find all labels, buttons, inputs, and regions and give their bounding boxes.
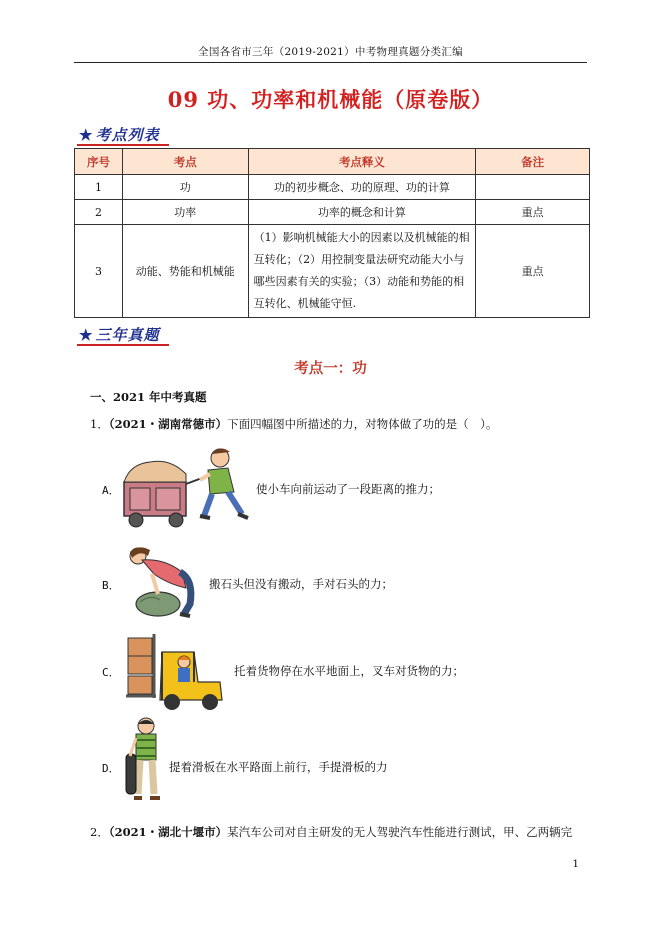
table-row: [75, 175, 590, 200]
question-source: （2021・湖南常德市）: [108, 417, 228, 431]
cell-note: 重点: [476, 225, 590, 318]
forklift-icon: [124, 632, 228, 712]
cell-no: 1: [75, 175, 123, 200]
cell-note: 重点: [476, 200, 590, 225]
option-a-letter: A．: [102, 484, 120, 497]
question-number: 2．: [90, 825, 109, 839]
option-d-text: 提着滑板在水平路面上前行，手提滑板的力: [169, 760, 388, 774]
question-text: 某汽车公司对自主研发的无人驾驶汽车性能进行测试，甲、乙两辆完: [227, 825, 573, 839]
col-header-explanation: 考点释义: [248, 149, 476, 175]
table-row: [75, 225, 590, 318]
explanation-line: 互转化、机械能守恒.: [253, 297, 357, 310]
year-subheading: 一、2021 年中考真题: [90, 390, 207, 404]
option-b-text: 搬石头但没有搬动，手对石头的力；: [209, 577, 393, 591]
table-header-row: [75, 149, 590, 175]
option-b-letter: B．: [102, 579, 120, 592]
push-cart-icon: [120, 444, 252, 530]
star-icon: ★: [79, 126, 94, 144]
section-heading-label: 三年真题: [95, 326, 160, 344]
col-header-note: 备注: [476, 149, 590, 175]
cell-point: 功: [122, 175, 248, 200]
option-c-text: 托着货物停在水平地面上，叉车对货物的力；: [234, 664, 464, 678]
cell-no: 2: [75, 200, 123, 225]
cell-explanation: 功的初步概念、功的原理、功的计算: [248, 175, 476, 200]
carry-skateboard-icon: [122, 716, 166, 810]
section-heading-kaodian-list: [79, 124, 159, 145]
question-1-stem: [90, 416, 497, 432]
section-heading-label: 考点列表: [95, 126, 160, 144]
question-number: 1．: [90, 417, 109, 431]
star-icon: ★: [79, 326, 94, 344]
question-text: 下面四幅图中所描述的力，对物体做了功的是（ ）。: [227, 417, 498, 431]
kaodian-title: 考点一：功: [294, 360, 367, 377]
page-number: 1: [572, 858, 579, 870]
option-d-letter: D．: [102, 762, 120, 775]
question-2-stem: [90, 824, 572, 840]
header-divider: [74, 62, 587, 63]
cell-point: 功率: [122, 200, 248, 225]
explanation-line: 互转化；（2）用控制变量法研究动能大小与: [253, 253, 465, 266]
question-source: （2021・湖北十堰市）: [108, 825, 228, 839]
explanation-line: （1）影响机械能大小的因素以及机械能的相: [253, 231, 470, 244]
cell-point: 动能、势能和机械能: [122, 225, 248, 318]
cell-note: [476, 175, 590, 200]
col-header-point: 考点: [122, 149, 248, 175]
table-row: [75, 200, 590, 225]
col-header-no: 序号: [75, 149, 123, 175]
option-a-text: 使小车向前运动了一段距离的推力；: [256, 482, 440, 496]
cell-explanation: [248, 225, 476, 318]
section-heading-three-years: [79, 324, 159, 345]
cell-no: 3: [75, 225, 123, 318]
explanation-line: 哪些因素有关的实验；（3）动能和势能的相: [253, 275, 465, 288]
lift-stone-icon: [124, 544, 206, 618]
section-heading-underline: [77, 344, 169, 346]
option-c-letter: C．: [102, 666, 120, 679]
cell-explanation: 功率的概念和计算: [248, 200, 476, 225]
kaodian-table: [74, 148, 590, 318]
running-header: 全国各省市三年（2019-2021）中考物理真题分类汇编: [198, 46, 463, 58]
section-heading-underline: [77, 144, 169, 146]
document-title: 09 功、功率和机械能（原卷版）: [167, 87, 494, 112]
